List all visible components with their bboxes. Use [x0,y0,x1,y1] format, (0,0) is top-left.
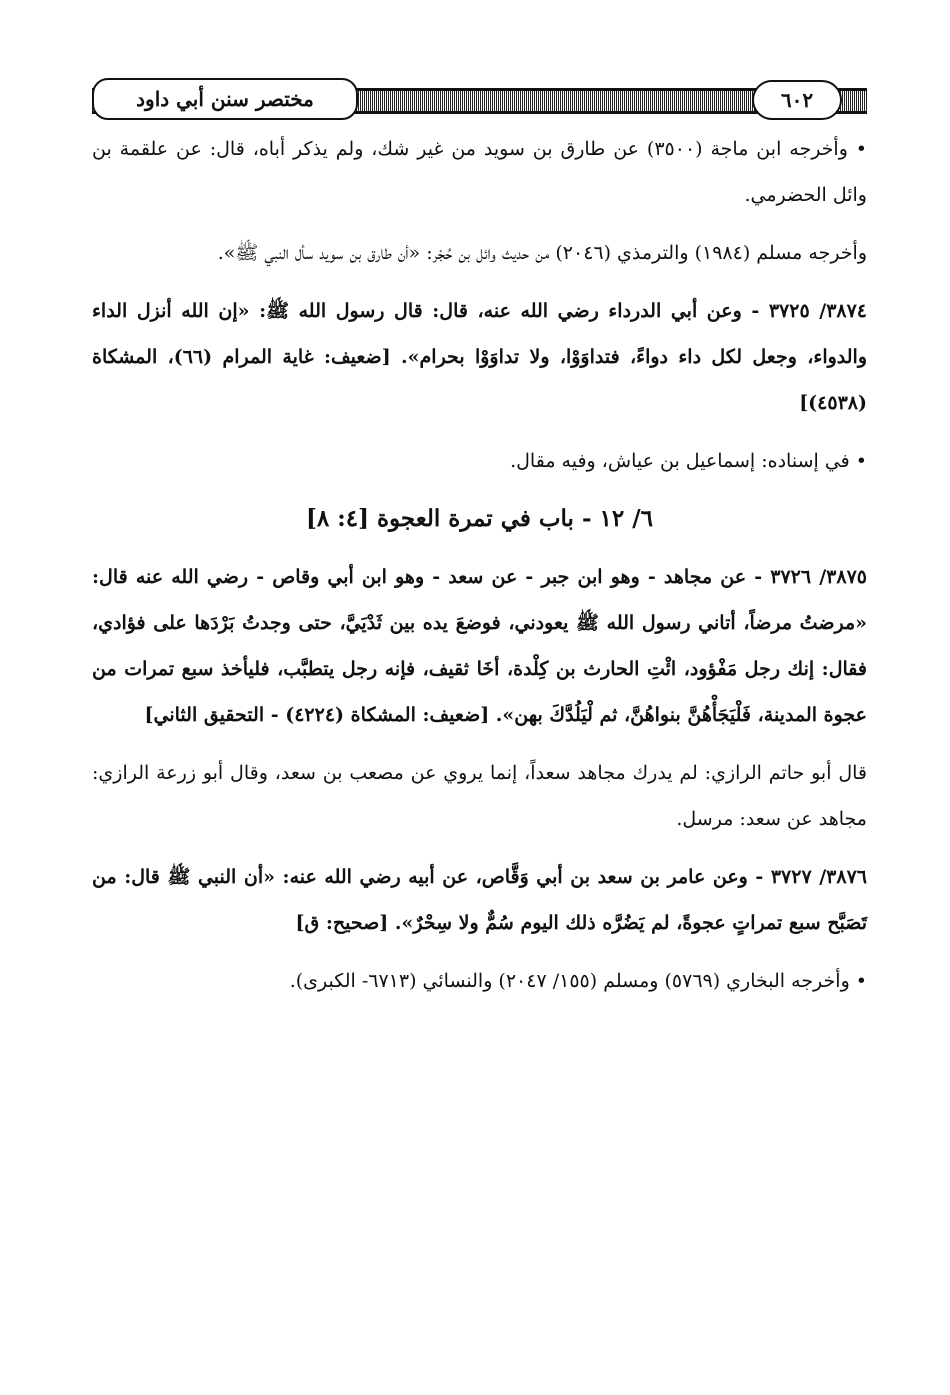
note-bukhari-muslim: • وأخرجه البخاري (٥٧٦٩) ومسلم (١٥٥/ ٢٠٤٧) والنسائي (٦٧١٣- الكبرى). [289,970,867,992]
note-isnad: • في إسناده: إسماعيل بن عياش، وفيه مقال. [510,450,867,472]
page-number-text: ٦٠٢ [780,88,814,112]
hadith-3875: ٣٨٧٥/ ٣٧٢٦ - عن مجاهد - وهو ابن جبر - عن سعد - وهو ابن أبي وقاص - رضي الله عنه قال: «مرضتُ مرضاً، أتاني رسول الله ﷺ يعودني، فوضعَ يده بين ثَدْيَيَّ، حتى وجدتُ بَرْدَها على فؤادي، فقال: إنك رجل مَفْؤود، ائْتِ الحارث بن كِلْدة، أخَا ثقيف، فإنه رجل يتطبَّب، فليأخذ سبع تمرات من عجوة المدينة، فَلْيَجَأْهُنَّ بنواهُنَّ، ثم لْيَلُدَّكَ بهن». [ضعيف: المشكاة (٤٢٢٤) - التحقيق الثاني] [92,566,867,726]
page-number [752,80,842,120]
note-ibn-majah: • وأخرجه ابن ماجة (٣٥٠٠) عن طارق بن سويد من غير شك، ولم يذكر أباه، قال: عن علقمة بن وائل الحضرمي. [92,138,867,206]
page-content [92,126,867,1016]
book-title-text: مختصر سنن أبي داود [136,87,314,111]
hadith-3874: ٣٨٧٤/ ٣٧٢٥ - وعن أبي الدرداء رضي الله عنه، قال: قال رسول الله ﷺ: «إن الله أنزل الداء والدواء، وجعل لكل داء دواءً، فتداوَوْا، ولا تداوَوْا بحرام». [ضعيف: غاية المرام (٦٦)، المشكاة (٤٥٣٨)] [92,300,868,414]
book-title [92,78,358,120]
note-muslim-tirmidhi: وأخرجه مسلم (١٩٨٤) والترمذي (٢٠٤٦) من حديث وائل بن حُجْر: «أن طارق بن سويد سأل النبي ﷺ». [217,242,867,264]
page-header [92,78,867,124]
note-abu-hatim: قال أبو حاتم الرازي: لم يدرك مجاهد سعداً، إنما يروي عن مصعب بن سعد، وقال أبو زرعة الرازي: مجاهد عن سعد: مرسل. [92,762,867,830]
hadith-3876: ٣٨٧٦/ ٣٧٢٧ - وعن عامر بن سعد بن أبي وَقَّاص، عن أبيه رضي الله عنه: «أن النبي ﷺ قال: من تَصَبَّح سبع تمراتٍ عجوةً، لم يَضُرَّه ذلك اليوم سُمٌّ ولا سِحْرٌ». [صحيح: ق] [92,866,867,934]
section-heading: ٦/ ١٢ - باب في تمرة العجوة [٤: ٨] [305,505,654,532]
